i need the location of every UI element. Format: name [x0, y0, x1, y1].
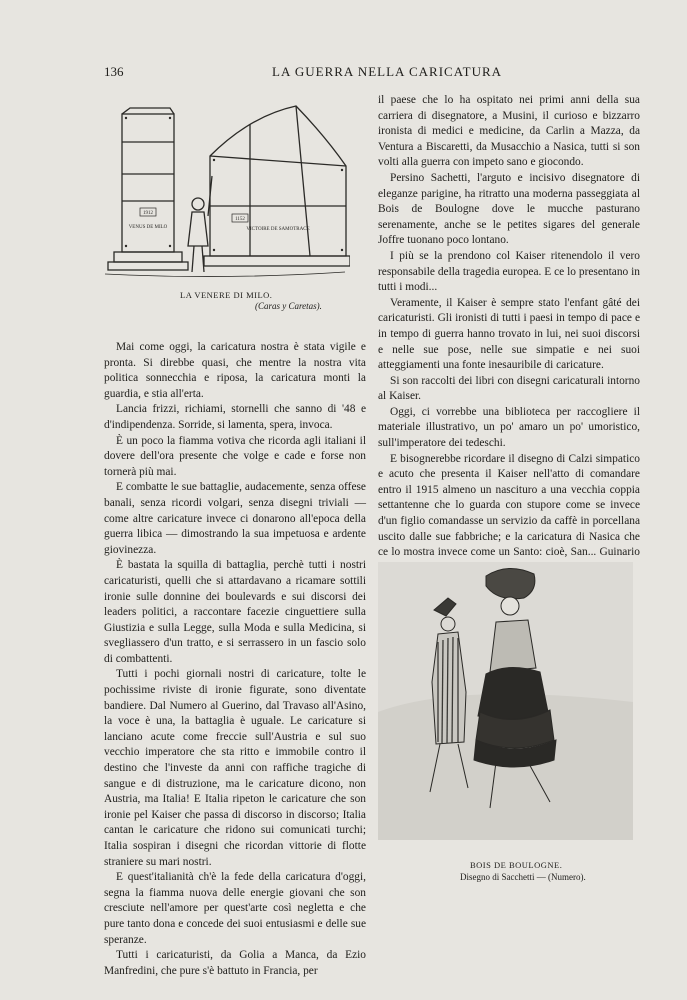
left-column — [104, 340, 366, 979]
page-header — [104, 64, 644, 82]
sign-left-number: 1912 — [143, 211, 153, 216]
paragraph: E combatte le sue battaglie, audacemente, senza offese banali, senza ricordi volgari, senza disegni triviali — come altre caricature invece ci donarono all'epoca della guerra libica — dimostrando la sua impetuosa e ardente giovinezza. — [104, 481, 366, 556]
paragraph: il paese che lo ha ospitato nei primi anni della sua carriera di disegnatore, a Musini, il curioso e bizzarro ironista di medici e medicine, da Carlin a Mazza, da Ventura a Biscaretti, da Musacchio a Nasica, tutti si son volti alla guerra con impeto sano e giocondo. — [378, 94, 640, 169]
paragraph: E quest'italianità ch'è la fede della caricatura d'oggi, segna la fiamma nuova delle energie giovani che son cresciute nell'amore per quest'arte così negletta e che pure tanto dona e concede dei suoi entusiasmi e delle sue speranze. — [104, 871, 366, 946]
paragraph: Oggi, ci vorrebbe una biblioteca per raccogliere il materiale illustrativo, un po' amaro un po' umoristico, sull'imperatore dei tedeschi. — [378, 405, 640, 450]
paragraph: I più se la prendono col Kaiser ritenendolo il vero responsabile della tragedia europea. E ce lo presentano in tutti i modi... — [378, 249, 640, 294]
figure2-caption-credit: Disegno di Sacchetti — (Numero). — [460, 872, 586, 882]
figure1-caption-title: LA VENERE DI MILO. — [180, 290, 273, 300]
running-title: LA GUERRA NELLA CARICATURA — [272, 64, 503, 79]
paragraph: Veramente, il Kaiser è sempre stato l'enfant gâté dei caricaturisti. Gli ironisti di tutti i paesi in tempo di pace e in tempo di guerra hanno trovato in lui, nei suoi discorsi e nelle sue pose, nelle sue simpatie e nei suoi atteggiamenti una fonte inesauribile di caricature. — [378, 296, 640, 372]
paragraph: È bastata la squilla di battaglia, perchè tutti i nostri caricaturisti, quelli che si attardavano a ricamare sottili ironie sulle donnine dei boulevards e sui discorsi dei leaders politici, a raccontare facezie cinguettiere sulla Giustizia e sulla Legge, sulla Moda e sulla Medicina, si svegliassero d'un tratto, e si serrassero in un fascio solo di combattenti. — [104, 559, 366, 665]
figure1-caption-credit: (Caras y Caretas). — [255, 301, 322, 311]
sign-victoire: VICTOIRE DE SAMOTRACE — [246, 227, 310, 232]
paragraph: Persino Sachetti, l'arguto e incisivo disegnatore di eleganze parigine, ha ritratto una moderna passeggiata al Bois de Boulogne dove le mucche pasturano serenamente, anche se le petites sigares del generale Joffre tuonano poco lontano. — [378, 171, 640, 247]
right-column — [378, 93, 640, 576]
paragraph: Mai come oggi, la caricatura nostra è stata vigile e pronta. Si direbbe quasi, che mentre la nostra vita politica sonnecchia e riposa, la caricatura monti la guardia, e stia all'erta. — [104, 341, 366, 400]
paragraph: Tutti i pochi giornali nostri di caricature, tolte le pochissime riviste di ironie figurate, sono diventate bandiere. Dal Numero al Guerino, dal Travaso all'Asino, la voce è una, la battaglia è uguale. Le caricature si lanciano acute come freccie sull'Austria e sul suo vecchio imperatore che sta ritto e immobile contro il destino che l'investe da anni con raffiche tragiche di sangue e di distruzione, ma le caricature dicono, non Austria, ma Italia! E Italia ripeton le caricature che son ironie pel Kaiser che passa di discorso in discorso; Italia cantan le caricature che ridono sui comunicati turchi; Italia sospiran i disegni che ricordan vittorie di flotte straniere su mari nostri. — [104, 668, 366, 868]
bois-de-boulogne-drawing — [378, 562, 633, 840]
venus-de-milo-cartoon — [100, 96, 350, 284]
paragraph: Tutti i caricaturisti, da Golia a Manca, da Ezio Manfredini, che pure s'è battuto in Francia, per — [104, 949, 366, 977]
page-number: 136 — [104, 64, 124, 79]
sign-venus: VENUS DE MILO — [128, 225, 168, 230]
figure2-caption-title: BOIS DE BOULOGNE. — [470, 860, 563, 870]
paragraph: E bisognerebbe ricordare il disegno di Calzi simpatico e acuto che presenta il Kaiser nell'atto di comandare entro il 1915 almeno un nascituro a una vecchia coppia settantenne che lo guarda con stupore come se invece d'un figlio comandasse un servizio da caffè in porcellana uscito dalle sue fabbriche; e la caricatura di Nasica che ce lo mostra invece come un Santo: cioè, San... Guinario — [378, 452, 640, 559]
paragraph: Si son raccolti dei libri con disegni caricaturali intorno al Kaiser. — [378, 374, 640, 403]
paragraph: Lancia frizzi, richiami, stornelli che sanno di '48 e d'indipendenza. Sorride, si lamenta, spera, invoca. — [104, 403, 366, 431]
sign-right-number: 1152 — [235, 217, 245, 222]
paragraph: È un poco la fiamma votiva che ricorda agli italiani il dovere dell'ora presente che volge e cade e forse non tornerà più mai. — [104, 434, 366, 478]
